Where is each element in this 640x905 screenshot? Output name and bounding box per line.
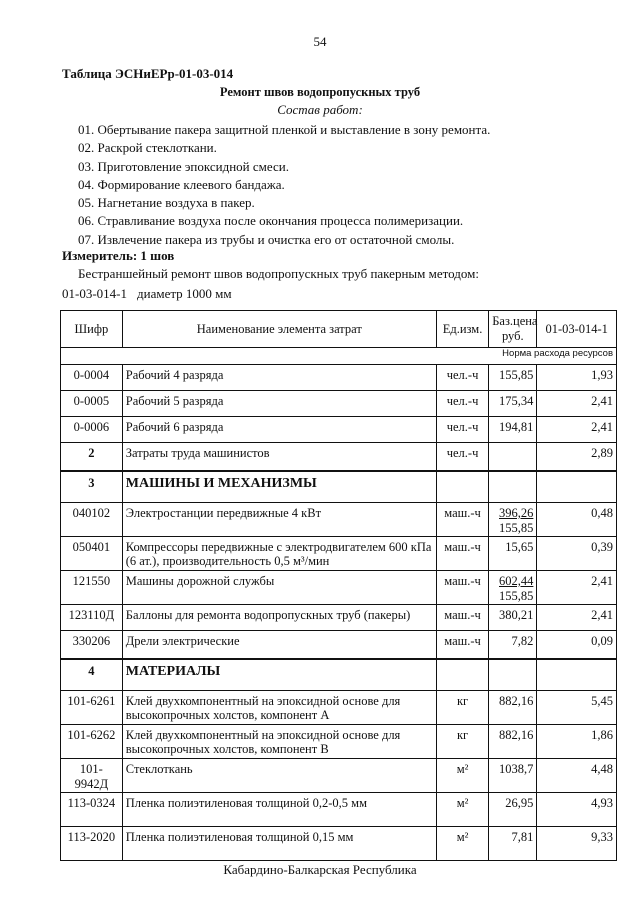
work-step: 07. Извлечение пакера из трубы и очистка его от остаточной смолы. (78, 231, 455, 247)
row-price: 194,81 (489, 417, 537, 443)
table-row (61, 631, 617, 660)
work-step: 01. Обертывание пакера защитной пленкой и выставление в зону ремонта. (78, 122, 491, 137)
row-price-secondary: 155,85 (499, 521, 534, 535)
row-price (489, 443, 537, 472)
row-price: 26,95 (489, 793, 537, 827)
item-code-line (62, 286, 232, 302)
table-row (61, 391, 617, 417)
method-description: Бестраншейный ремонт швов водопропускных труб пакерным методом: (78, 266, 479, 281)
row-price: 882,16 (489, 691, 537, 725)
row-norm: 2,89 (537, 443, 617, 472)
meter-label: Измеритель: 1 шов (62, 248, 175, 263)
row-price: 175,34 (489, 391, 537, 417)
row-code: 330206 (61, 631, 123, 660)
cost-table (60, 310, 617, 861)
row-name: Клей двухкомпонентный на эпоксидной основе для высокопрочных холстов, компонент А (122, 691, 436, 725)
row-name: Рабочий 5 разряда (122, 391, 436, 417)
row-name: Дрели электрические (122, 631, 436, 660)
composition-label: Состав работ: (277, 102, 363, 117)
row-code: 113-0324 (61, 793, 123, 827)
work-step: 05. Нагнетание воздуха в пакер. (78, 195, 255, 211)
row-name: Клей двухкомпонентный на эпоксидной основе для высокопрочных холстов, компонент В (122, 725, 436, 759)
item-name: диаметр 1000 мм (137, 286, 232, 301)
row-price: 15,65 (489, 537, 537, 571)
table-row (61, 725, 617, 759)
row-price: 155,85 (489, 365, 537, 391)
table-row (61, 417, 617, 443)
row-name: Компрессоры передвижные с электродвигателем 600 кПа (6 ат.), производительность 0,5 м³/мин (122, 537, 436, 571)
row-norm: 2,41 (537, 605, 617, 631)
section-heading: Ремонт швов водопропускных труб (219, 85, 421, 99)
section-title: МАШИНЫ И МЕХАНИЗМЫ (122, 471, 436, 503)
row-norm: 1,86 (537, 725, 617, 759)
row-norm: 4,93 (537, 793, 617, 827)
header-unit: Ед.изм. (436, 311, 488, 348)
row-unit: маш.-ч (436, 537, 488, 571)
row-name: Электростанции передвижные 4 кВт (122, 503, 436, 537)
row-code: 121550 (61, 571, 123, 605)
header-name: Наименование элемента затрат (122, 311, 436, 348)
row-norm: 4,48 (537, 759, 617, 793)
row-unit: кг (436, 691, 488, 725)
row-unit: м² (436, 759, 488, 793)
row-norm: 0,09 (537, 631, 617, 660)
work-steps-list (78, 121, 490, 249)
work-step: 04. Формирование клеевого бандажа. (78, 176, 285, 192)
row-name: Баллоны для ремонта водопропускных труб (пакеры) (122, 605, 436, 631)
table-row (61, 691, 617, 725)
work-step: 03. Приготовление эпоксидной смеси. (78, 158, 289, 174)
header-code: Шифр (61, 311, 123, 348)
table-row (61, 759, 617, 793)
row-code: 040102 (61, 503, 123, 537)
page-footer: Кабардино-Балкарская Республика (223, 862, 417, 877)
header-norm: 01-03-014-1 (537, 311, 617, 348)
table-row (61, 537, 617, 571)
section-number: 4 (61, 659, 123, 691)
row-name: Машины дорожной службы (122, 571, 436, 605)
item-code: 01-03-014-1 (62, 286, 127, 301)
row-price: 7,81 (489, 827, 537, 861)
row-price-main: 602,44 (499, 574, 534, 588)
row-code: 101-6262 (61, 725, 123, 759)
work-step: 02. Раскрой стеклоткани. (78, 140, 217, 156)
row-norm: 2,41 (537, 391, 617, 417)
section-row-machines (61, 471, 617, 503)
header-price: Баз.цена руб. (489, 311, 537, 348)
table-row (61, 793, 617, 827)
row-norm: 5,45 (537, 691, 617, 725)
row-unit: маш.-ч (436, 571, 488, 605)
row-name: Пленка полиэтиленовая толщиной 0,15 мм (122, 827, 436, 861)
row-price-main: 396,26 (499, 506, 534, 520)
table-row (61, 827, 617, 861)
section-title: МАТЕРИАЛЫ (122, 659, 436, 691)
row-norm: 2,41 (537, 417, 617, 443)
table-row (61, 605, 617, 631)
row-norm: 0,48 (537, 503, 617, 537)
row-price: 7,82 (489, 631, 537, 660)
row-price: 1038,7 (489, 759, 537, 793)
row-code: 0-0004 (61, 365, 123, 391)
row-norm: 2,41 (537, 571, 617, 605)
row-code: 113-2020 (61, 827, 123, 861)
row-code: 123110Д (61, 605, 123, 631)
row-code: 0-0005 (61, 391, 123, 417)
row-unit: чел.-ч (436, 417, 488, 443)
row-price: 882,16 (489, 725, 537, 759)
section-row-materials (61, 659, 617, 691)
row-code: 101-6261 (61, 691, 123, 725)
table-row (61, 571, 617, 605)
row-norm: 0,39 (537, 537, 617, 571)
page-number: 54 (313, 34, 327, 49)
row-norm: 9,33 (537, 827, 617, 861)
row-unit: маш.-ч (436, 503, 488, 537)
row-name: Затраты труда машинистов (122, 443, 436, 472)
row-unit: маш.-ч (436, 605, 488, 631)
row-code: 0-0006 (61, 417, 123, 443)
norm-header-row (61, 348, 617, 365)
row-price (489, 503, 537, 537)
row-unit: чел.-ч (436, 365, 488, 391)
row-unit: чел.-ч (436, 443, 488, 472)
row-norm: 1,93 (537, 365, 617, 391)
norm-header: Норма расхода ресурсов (61, 348, 617, 365)
work-step: 06. Стравливание воздуха после окончания процесса полимеризации. (78, 213, 464, 229)
row-price-secondary: 155,85 (499, 589, 534, 603)
row-unit: чел.-ч (436, 391, 488, 417)
row-unit: м² (436, 793, 488, 827)
section-number: 3 (61, 471, 123, 503)
table-title: Таблица ЭСНиЕРр-01-03-014 (62, 66, 234, 81)
row-name: Пленка полиэтиленовая толщиной 0,2-0,5 мм (122, 793, 436, 827)
row-price (489, 571, 537, 605)
table-row (61, 503, 617, 537)
row-price: 380,21 (489, 605, 537, 631)
table-header-row (61, 311, 617, 348)
table-row (61, 365, 617, 391)
row-code: 050401 (61, 537, 123, 571)
row-unit: кг (436, 725, 488, 759)
row-code: 2 (61, 443, 123, 472)
row-name: Стеклоткань (122, 759, 436, 793)
row-name: Рабочий 6 разряда (122, 417, 436, 443)
row-unit: м² (436, 827, 488, 861)
row-name: Рабочий 4 разряда (122, 365, 436, 391)
row-code: 101-9942Д (61, 759, 123, 793)
row-unit: маш.-ч (436, 631, 488, 660)
machinists-row (61, 443, 617, 472)
